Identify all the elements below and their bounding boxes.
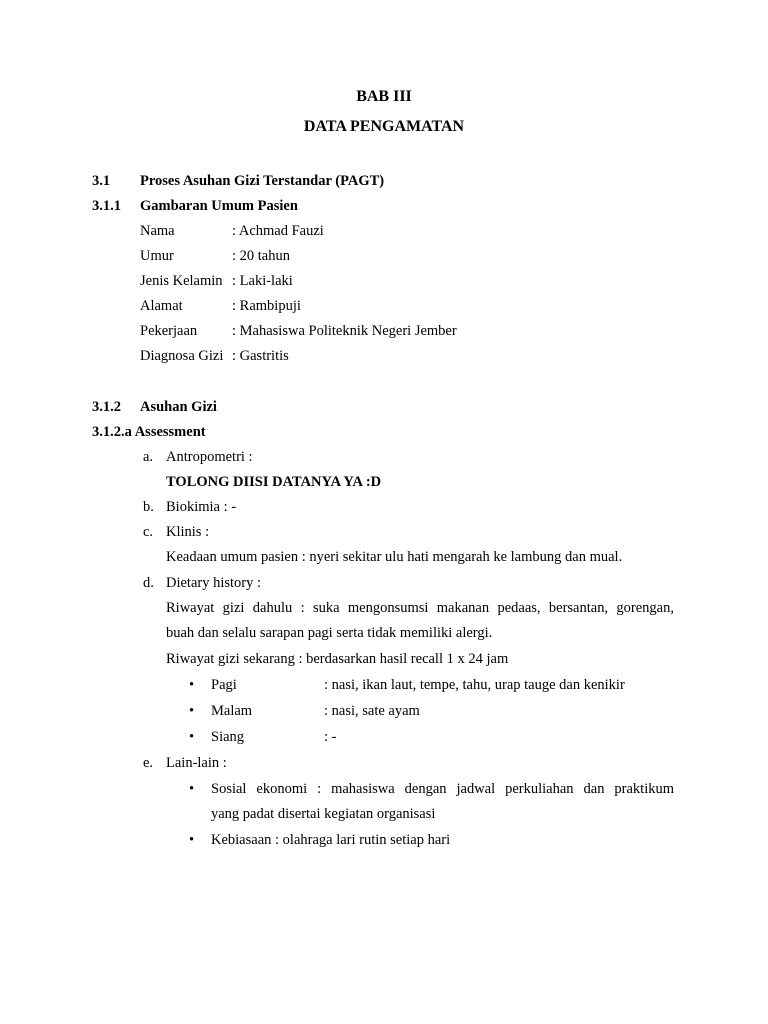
patient-value: : Achmad Fauzi xyxy=(232,223,324,239)
section-number-3-1-1: 3.1.1 xyxy=(92,198,121,214)
list-marker: b. xyxy=(143,499,154,515)
meal-menu: : nasi, sate ayam xyxy=(324,703,420,719)
antropometri-note: TOLONG DIISI DATANYA YA :D xyxy=(166,474,382,490)
dietary-past-line-1: Riwayat gizi dahulu : suka mengonsumsi makanan pedaas, bersantan, gorengan, xyxy=(166,600,674,616)
meal-time: • Malam xyxy=(211,702,252,720)
section-title-3-1: Proses Asuhan Gizi Terstandar (PAGT) xyxy=(140,173,385,189)
klinis-label: Klinis : xyxy=(166,524,210,540)
section-number-3-1-2: 3.1.2 xyxy=(92,399,121,415)
section-number-3-1: 3.1 xyxy=(92,173,111,189)
section-title-3-1-1: Gambaran Umum Pasien xyxy=(140,198,298,214)
list-marker: e. xyxy=(143,755,154,771)
antropometri-label: Antropometri : xyxy=(166,449,253,465)
section-title-3-1-2-a: 3.1.2.a Assessment xyxy=(92,424,206,440)
lain-lain-label: Lain-lain : xyxy=(166,755,227,771)
dietary-past-line-2: buah dan selalu sarapan pagi serta tidak memiliki alergi. xyxy=(166,625,493,641)
sosial-ekonomi-line-1: • Sosial ekonomi : mahasiswa dengan jadwal perkuliahan dan praktikum xyxy=(211,780,674,798)
kebiasaan-text: • Kebiasaan : olahraga lari rutin setiap hari xyxy=(211,831,450,849)
dietary-label: Dietary history : xyxy=(166,575,262,591)
meal-time: • Siang xyxy=(211,728,244,746)
patient-label: Jenis Kelamin xyxy=(140,273,223,289)
dietary-now: Riwayat gizi sekarang : berdasarkan hasil recall 1 x 24 jam xyxy=(166,651,509,667)
list-marker: c. xyxy=(143,524,154,540)
klinis-text: Keadaan umum pasien : nyeri sekitar ulu hati mengarah ke lambung dan mual. xyxy=(166,549,623,565)
patient-value: : Mahasiswa Politeknik Negeri Jember xyxy=(232,323,457,339)
list-marker: a. xyxy=(143,449,154,465)
biokimia-label: Biokimia : - xyxy=(166,499,237,515)
patient-label: Diagnosa Gizi xyxy=(140,348,224,364)
meal-menu: : nasi, ikan laut, tempe, tahu, urap tauge dan kenikir xyxy=(324,677,625,693)
patient-label: Alamat xyxy=(140,298,183,314)
patient-label: Umur xyxy=(140,248,174,264)
meal-time: • Pagi xyxy=(211,676,237,694)
patient-value: : Gastritis xyxy=(232,348,289,364)
patient-value: : Rambipuji xyxy=(232,298,301,314)
meal-menu: : - xyxy=(324,729,337,745)
chapter-title: DATA PENGAMATAN xyxy=(303,118,465,135)
sosial-ekonomi-line-2: yang padat disertai kegiatan organisasi xyxy=(211,806,436,822)
patient-label: Pekerjaan xyxy=(140,323,198,339)
list-marker: d. xyxy=(143,575,154,591)
patient-label: Nama xyxy=(140,223,175,239)
chapter-heading: BAB III xyxy=(356,88,412,105)
patient-value: : Laki-laki xyxy=(232,273,293,289)
section-title-3-1-2: Asuhan Gizi xyxy=(140,399,217,415)
patient-value: : 20 tahun xyxy=(232,248,290,264)
